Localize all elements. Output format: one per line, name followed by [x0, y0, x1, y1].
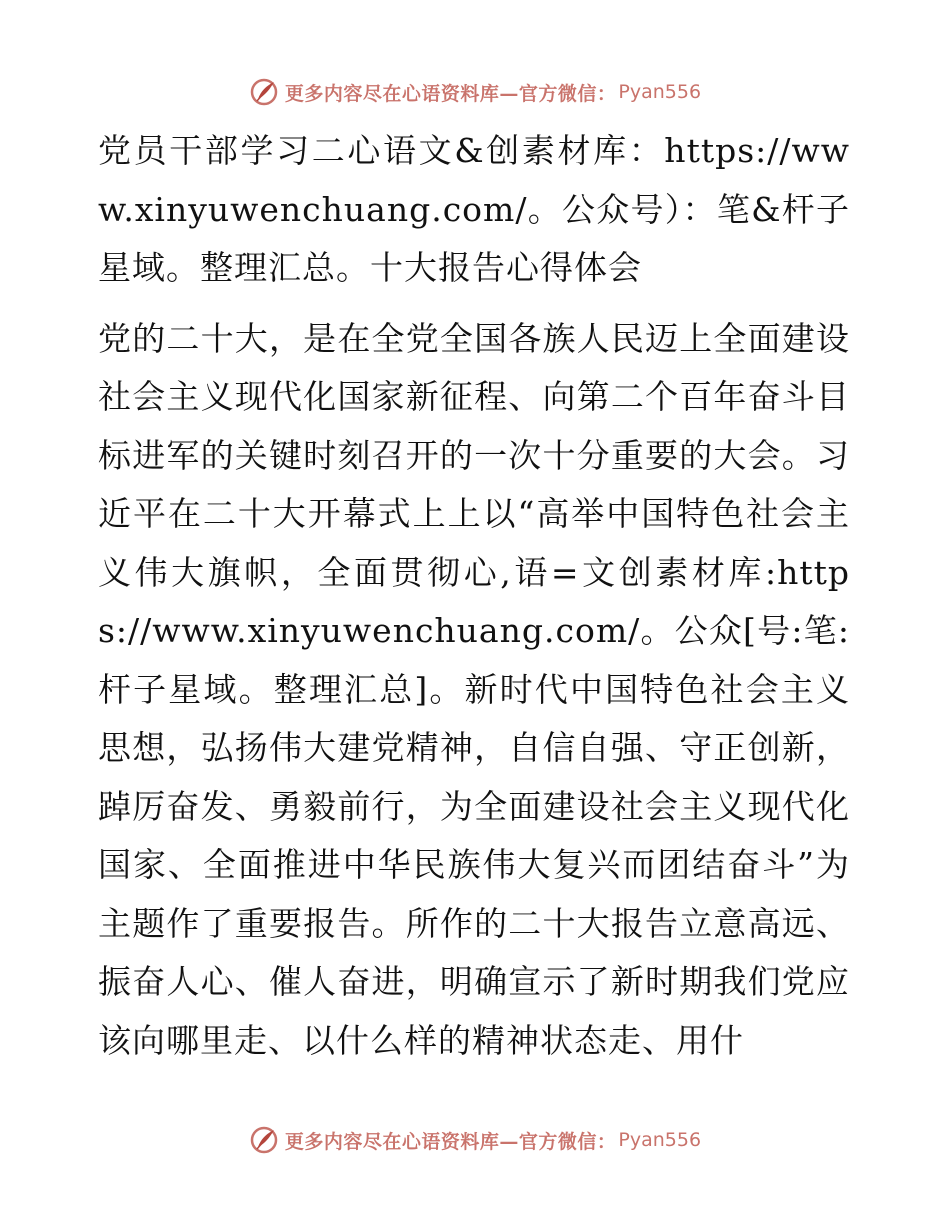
document-paragraph: 党的二十大，是在全党全国各族人民迈上全面建设社会主义现代化国家新征程、向第二个百年奋斗目标进军的关键时刻召开的一次十分重要的大会。习近平在二十大开幕式上上以“高举中国特色社会主义伟大旗帜，全面贯彻心,语=文创素材库:https://www.xinyuwenchuang.com/。公众[号:笔:杆子星域。整理汇总]。新时代中国特色社会主义思想，弘扬伟大建党精神，自信自强、守正创新，踔厉奋发、勇毅前行，为全面建设社会主义现代化国家、全面推进中华民族伟大复兴而团结奋斗”为主题作了重要报告。所作的二十大报告立意高远、振奋人心、催人奋进，明确宣示了新时期我们党应该向哪里走、以什么样的精神状态走、用什: [98, 318, 850, 1060]
wechat-id: Pyan556: [618, 81, 702, 103]
quill-pen-circle-icon: [249, 1125, 279, 1155]
header-banner: [0, 72, 950, 112]
document-paragraph: 党员干部学习二心语文&创素材库：https://www.xinyuwenchuang.com/。公众号）：笔&杆子星域。整理汇总。十大报告心得体会: [98, 131, 850, 287]
banner-text: 更多内容尽在心语资料库—官方微信：: [284, 82, 617, 105]
document-body: [98, 122, 850, 1070]
wechat-id: Pyan556: [618, 1129, 702, 1151]
footer-banner: [0, 1120, 950, 1160]
banner-text: 更多内容尽在心语资料库—官方微信：: [284, 1130, 617, 1153]
quill-pen-circle-icon: [249, 77, 279, 107]
